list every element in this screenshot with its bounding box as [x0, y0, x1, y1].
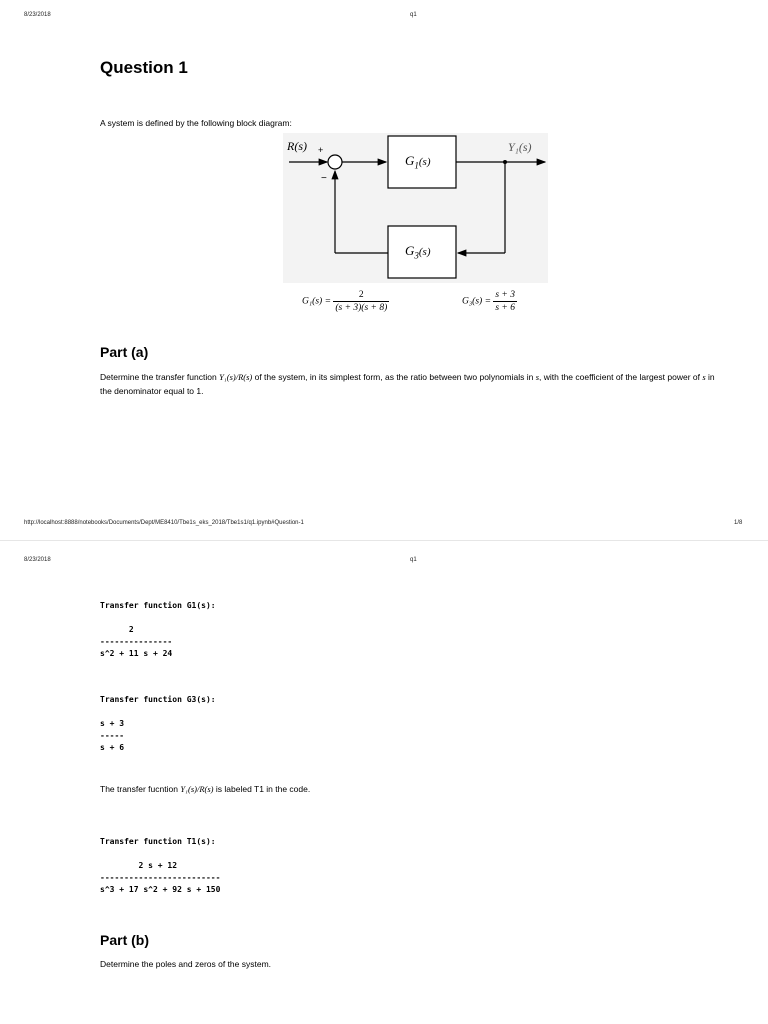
output-label: Y₁(s) [508, 140, 532, 154]
part-b-text: Determine the poles and zeros of the system. [100, 959, 272, 969]
part-a-text: Determine the transfer function Y₁(s)/R(s) of the system, in its simplest form, as the ratio between two polynomials in s, with the coefficient of the largest power of s in the denominator equal to 1. [100, 372, 715, 396]
page-footer-url[interactable]: http://localhost:8888/notebooks/Documents/Dept/ME8410/Tbe1s_eks_2018/Tbe1s1/q1.ipynb#Question-1 [24, 520, 304, 526]
input-label: R(s) [287, 139, 307, 153]
page-header-date: 8/23/2018 [24, 12, 51, 18]
intro-text: A system is defined by the following block diagram: [100, 118, 292, 128]
g3-fraction [493, 290, 517, 313]
feedback-block-label: $G_3(s)$ [405, 243, 431, 261]
g1-fraction [333, 290, 389, 313]
output-g1-block: Transfer function G1(s): 2 --------------- s^2 + 11 s + 24 [100, 601, 216, 658]
page-header-title: q1 [410, 12, 417, 18]
part-a-title: Part (a) [100, 344, 149, 360]
page-footer-number: 1/8 [734, 520, 743, 526]
plus-sign: + [318, 145, 324, 155]
t1-description: The transfer fucntion Y₁(s)/R(s) is labeled T1 in the code. [100, 784, 311, 794]
block-diagram [283, 133, 548, 283]
forward-block-label: $G_1(s)$ [405, 153, 431, 171]
question-title: Question 1 [100, 58, 188, 77]
equation-g1 [302, 290, 389, 313]
g1-numerator: 2 [333, 290, 389, 302]
part-b-title: Part (b) [100, 932, 149, 948]
g3-numerator: s + 3 [495, 290, 515, 300]
output-t1-block: Transfer function T1(s): 2 s + 12 ------------------------- s^3 + 17 s^2 + 92 s + 150 [100, 837, 221, 894]
g3-denominator: s + 6 [495, 303, 515, 313]
page2-header-date: 8/23/2018 [24, 557, 51, 563]
summing-junction [328, 155, 342, 169]
g1-denominator: (s + 3)(s + 8) [335, 303, 388, 313]
g1-lhs: G₁(s) = [302, 296, 331, 307]
minus-sign: − [321, 173, 327, 184]
g3-lhs: G₃(s) = [462, 296, 491, 307]
output-g3-block: Transfer function G3(s): s + 3 ----- s + 6 [100, 695, 216, 752]
page2-header-title: q1 [410, 557, 417, 563]
page-divider [0, 540, 768, 541]
equation-g3 [462, 290, 517, 313]
